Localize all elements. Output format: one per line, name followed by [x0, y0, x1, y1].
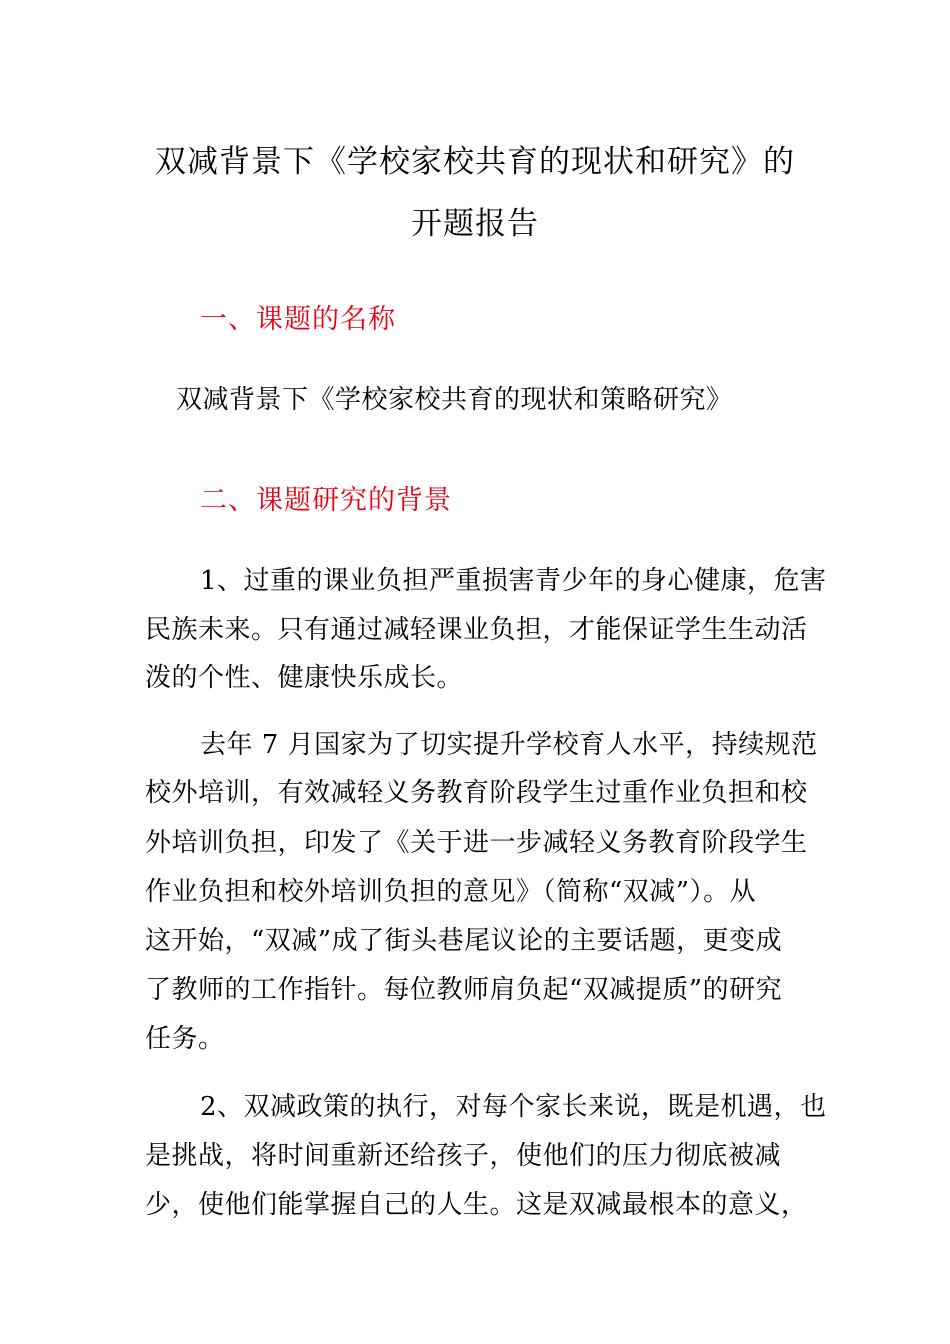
- paragraph-2-line: 去年 7 月国家为了切实提升学校育人水平，持续规范: [200, 730, 818, 760]
- section-heading-topic-name: 一、课题的名称: [200, 304, 396, 335]
- topic-name-text: 双减背景下《学校家校共育的现状和策略研究》: [176, 385, 733, 415]
- section-heading-background: 二、课题研究的背景: [200, 485, 452, 516]
- paragraph-1-line: 1、过重的课业负担严重损害青少年的身心健康，危害: [200, 566, 827, 596]
- paragraph-1-line: 泼的个性、健康快乐成长。: [145, 663, 464, 693]
- paragraph-2-line: 外培训负担，印发了《关于进一步减轻义务教育阶段学生: [145, 828, 808, 858]
- paragraph-3-line: 少，使他们能掌握自己的人生。这是双减最根本的意义，: [145, 1190, 808, 1220]
- paragraph-1-line: 民族未来。只有通过减轻课业负担，才能保证学生生动活: [145, 615, 808, 645]
- document-title-line-2: 开题报告: [411, 206, 539, 242]
- paragraph-2-line: 任务。: [145, 1024, 225, 1054]
- paragraph-2-line: 这开始，“双减”成了街头巷尾议论的主要话题，更变成: [145, 926, 783, 956]
- paragraph-2-line: 作业负担和校外培训负担的意见》（简称“双减”）。从: [145, 877, 757, 907]
- paragraph-2-line: 校外培训，有效减轻义务教育阶段学生过重作业负担和校: [145, 778, 808, 808]
- paragraph-2-line: 了教师的工作指针。每位教师肩负起“双减提质”的研究: [145, 975, 783, 1005]
- paragraph-3-line: 2、双减政策的执行，对每个家长来说，既是机遇，也: [200, 1092, 827, 1122]
- paragraph-3-line: 是挑战，将时间重新还给孩子，使他们的压力彻底被减: [145, 1141, 782, 1171]
- document-title-line-1: 双减背景下《学校家校共育的现状和研究》的: [155, 144, 795, 180]
